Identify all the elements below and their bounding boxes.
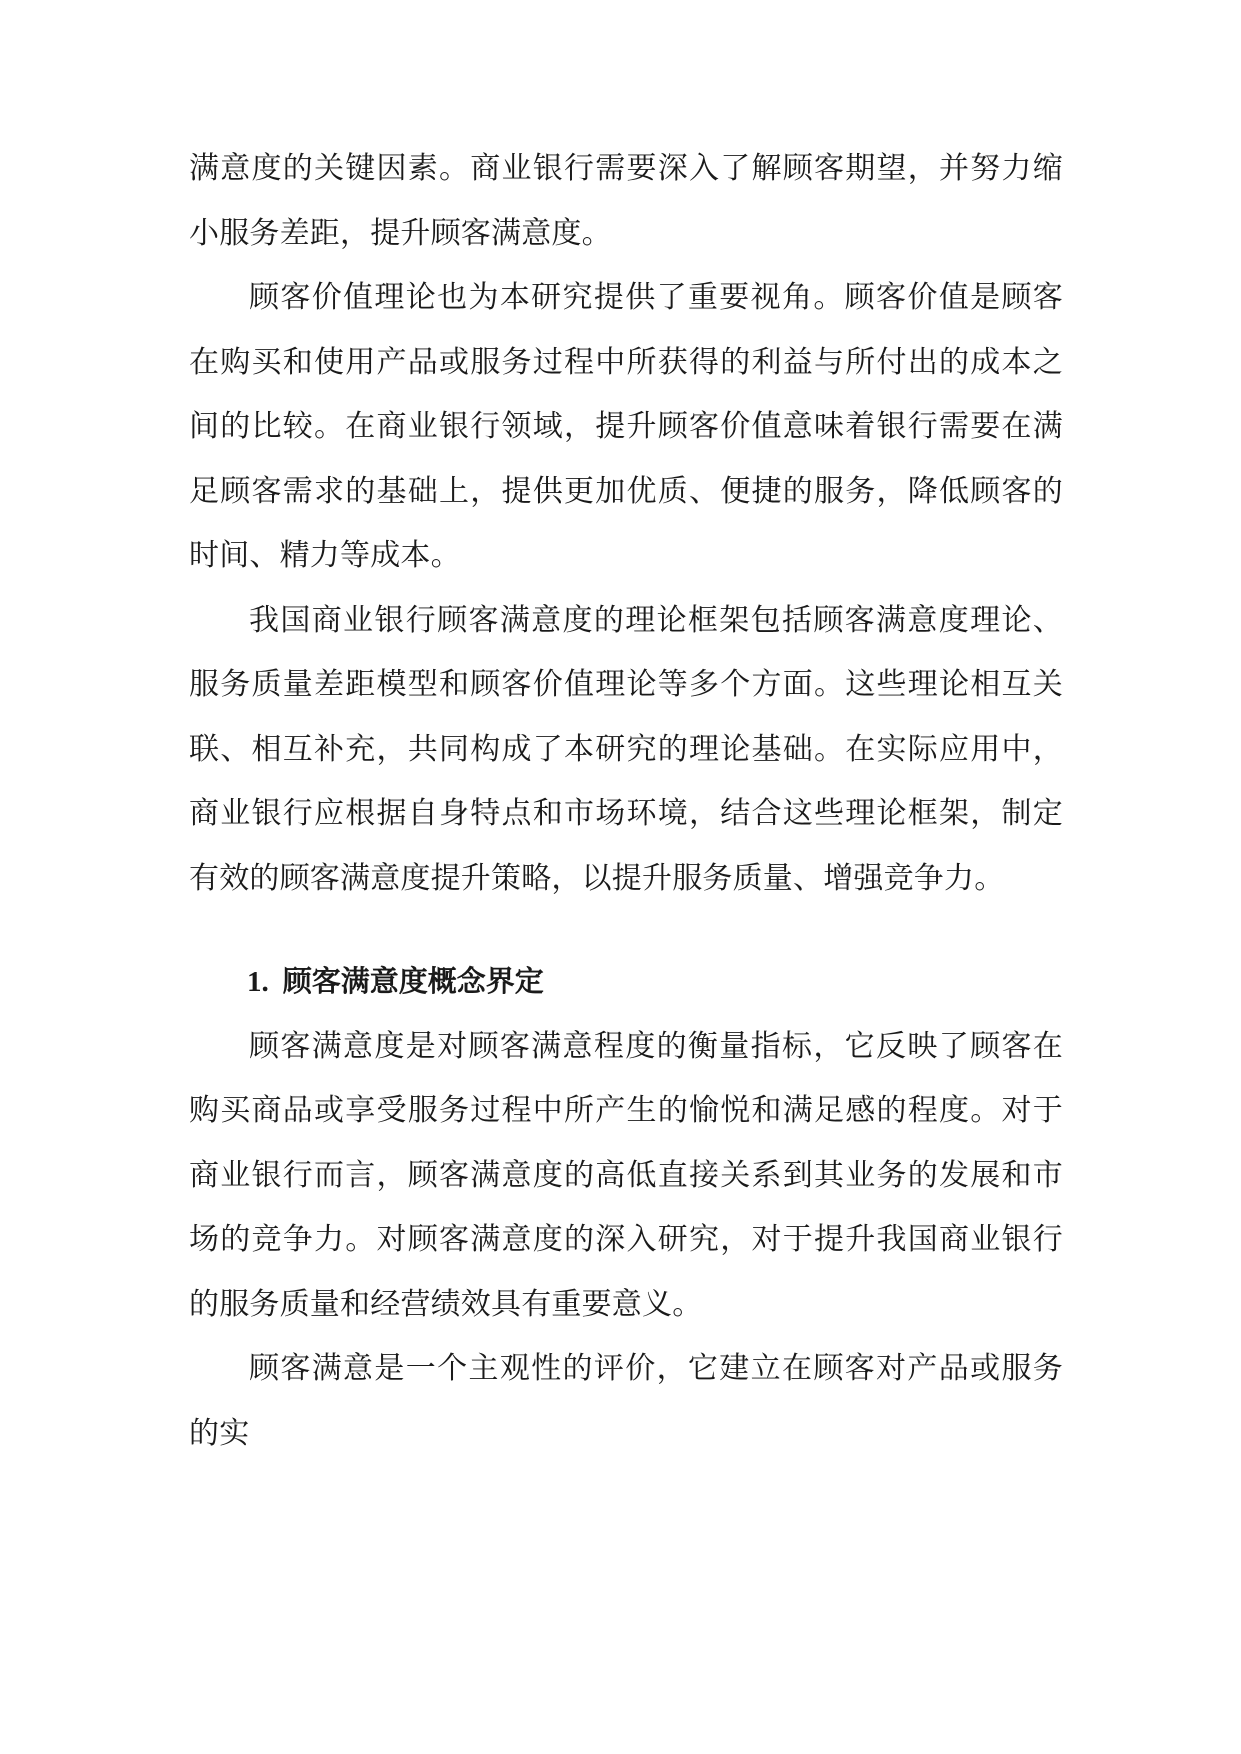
paragraph-theory-framework: 我国商业银行顾客满意度的理论框架包括顾客满意度理论、服务质量差距模型和顾客价值理论等多个方面。这些理论相互关联、相互补充，共同构成了本研究的理论基础。在实际应用中，商业银行应根据自身特点和市场环境，结合这些理论框架，制定有效的顾客满意度提升策略，以提升服务质量、增强竞争力。 [189, 602, 1063, 896]
section-heading [189, 949, 1063, 1015]
paragraph-satisfaction-definition: 顾客满意度是对顾客满意程度的衡量指标，它反映了顾客在购买商品或享受服务过程中所产生的愉悦和满足感的程度。对于商业银行而言，顾客满意度的高低直接关系到其业务的发展和市场的竞争力。对顾客满意度的深入研究，对于提升我国商业银行的服务质量和经营绩效具有重要意义。 [189, 1028, 1063, 1322]
paragraph-customer-value: 顾客价值理论也为本研究提供了重要视角。顾客价值是顾客在购买和使用产品或服务过程中所获得的利益与所付出的成本之间的比较。在商业银行领域，提升顾客价值意味着银行需要在满足顾客需求的基础上，提供更加优质、便捷的服务，降低顾客的时间、精力等成本。 [189, 280, 1063, 573]
document-body [189, 137, 1063, 1466]
paragraph-subjective-evaluation: 顾客满意是一个主观性的评价，它建立在顾客对产品或服务的实 [189, 1351, 1063, 1451]
paragraph-continuation: 满意度的关键因素。商业银行需要深入了解顾客期望，并努力缩小服务差距，提升顾客满意度。 [189, 151, 1063, 251]
section-number: 1. [247, 966, 269, 998]
section-title: 顾客满意度概念界定 [282, 964, 544, 998]
